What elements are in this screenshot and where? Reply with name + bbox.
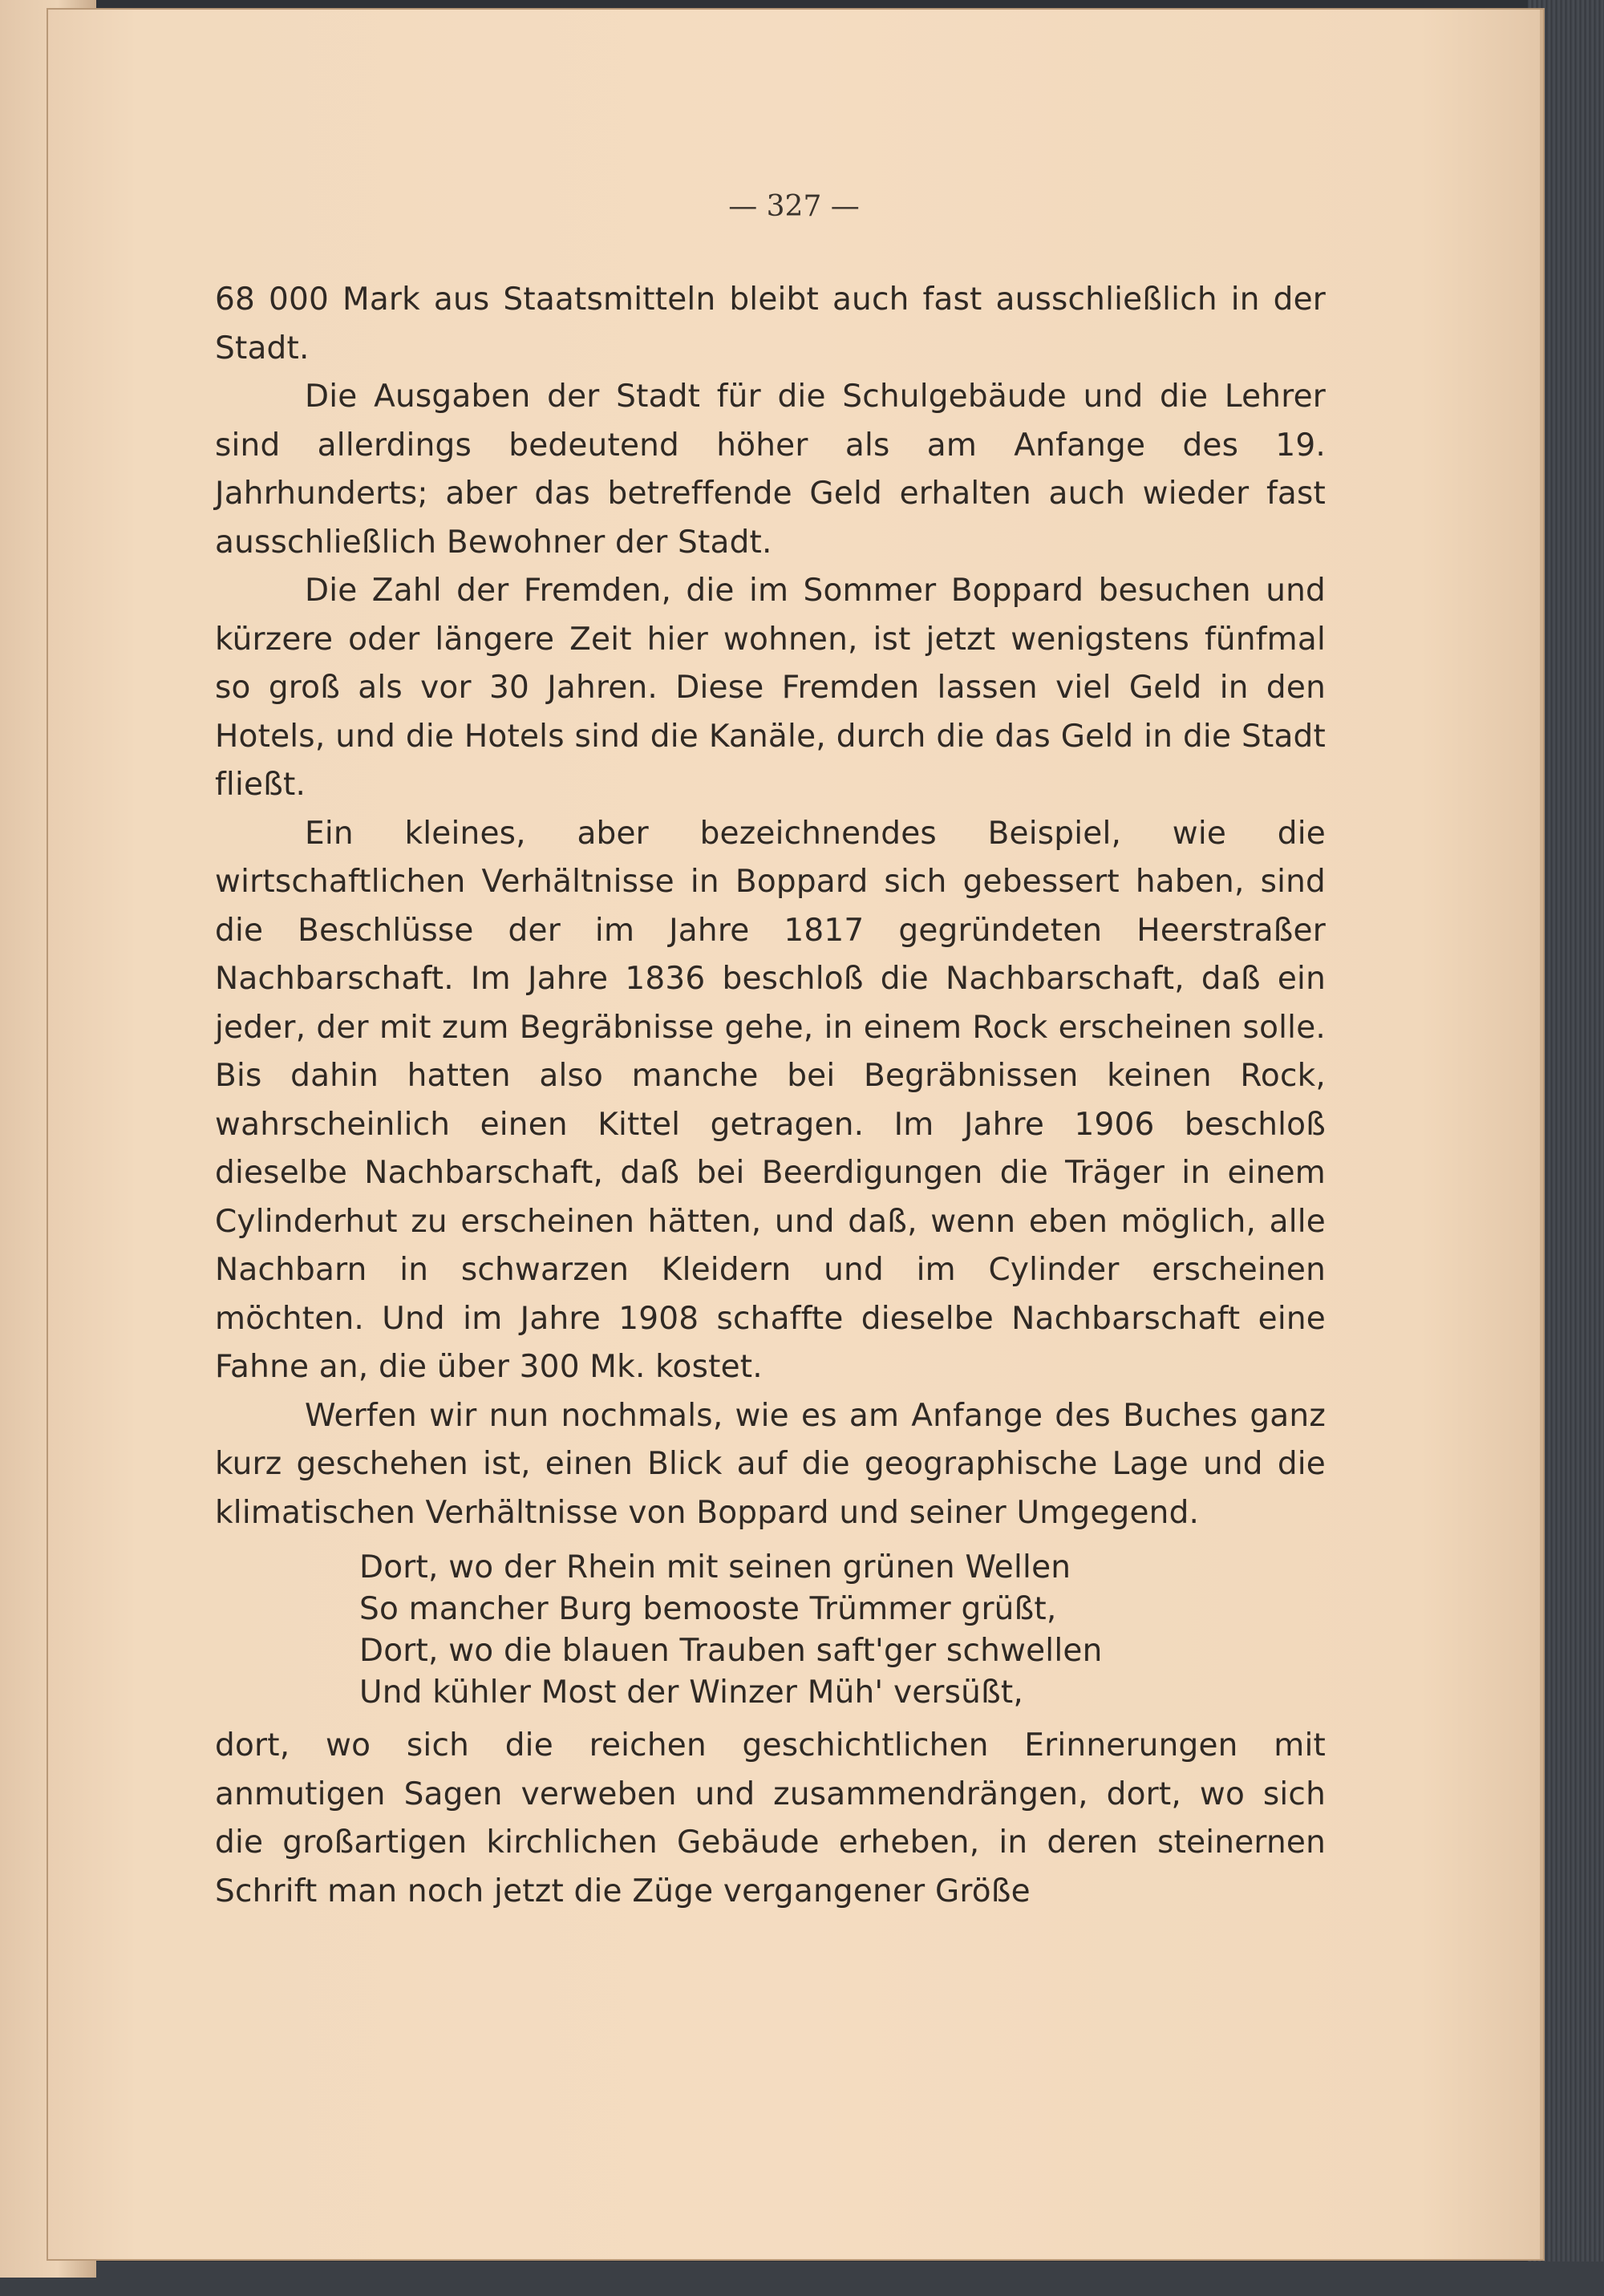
paragraph-3: Die Zahl der Fremden, die im Sommer Boppard besuchen und kürzere oder längere Zeit hier wohnen, ist jetzt wenigstens fünfmal so groß als vor 30 Jahren. Diese Fremden lassen viel Geld in den Hotels, und die Hotels sind die Kanäle, durch die das Geld in die Stadt fließt. — [215, 573, 1326, 803]
paragraph-2: Die Ausgaben der Stadt für die Schulgebäude und die Lehrer sind allerdings bedeutend höher als am Anfange des 19. Jahrhunderts; aber das betreffende Geld erhalten auch wieder fast ausschließlich Bewohner der Stadt. — [215, 379, 1326, 561]
closing-paragraph: dort, wo sich die reichen geschichtlichen Erinnerungen mit anmutigen Sagen verweben und zusammendrängen, dort, wo sich die großartigen kirchlichen Gebäude erheben, in deren steinernen Schrift man noch jetzt die Züge vergangener Größe — [215, 1727, 1326, 1909]
book-page — [48, 10, 1543, 2259]
verse-quote — [215, 1547, 1326, 1714]
verse-line-2: So mancher Burg bemooste Trümmer grüßt, — [359, 1591, 1057, 1627]
paragraph-5: Werfen wir nun nochmals, wie es am Anfange des Buches ganz kurz geschehen ist, einen Blick auf die geographische Lage und die klimatischen Verhältnisse von Boppard und seiner Umgegend. — [215, 1397, 1326, 1531]
verse-line-3: Dort, wo die blauen Trauben saft'ger schwellen — [359, 1633, 1103, 1669]
verse-line-1: Dort, wo der Rhein mit seinen grünen Wellen — [359, 1549, 1071, 1585]
book-cover-bottom — [0, 2262, 1604, 2296]
paragraph-1: 68 000 Mark aus Staatsmitteln bleibt auch fast ausschließlich in der Stadt. — [215, 281, 1326, 366]
paragraph-4: Ein kleines, aber bezeichnendes Beispiel, wie die wirtschaftlichen Verhältnisse in Boppard sich gebessert haben, sind die Beschlüsse der im Jahre 1817 gegründeten Heerstraßer Nachbarschaft. Im Jahre 1836 beschloß die Nachbarschaft, daß ein jeder, der mit zum Begräbnisse gehe, in einem Rock erscheinen solle. Bis dahin hatten also manche bei Begräbnissen keinen Rock, wahrscheinlich einen Kittel getragen. Im Jahre 1906 beschloß dieselbe Nachbarschaft, daß bei Beerdigungen die Träger in einem Cylinderhut zu erscheinen hätten, und daß, wenn eben möglich, alle Nachbarn in schwarzen Kleidern und im Cylinder erscheinen möchten. Und im Jahre 1908 schaffte dieselbe Nachbarschaft eine Fahne an, die über 300 Mk. kostet. — [215, 815, 1326, 1385]
page-text — [215, 276, 1326, 1916]
page-number: — 327 — — [728, 190, 860, 223]
verse-line-4: Und kühler Most der Winzer Müh' versüßt, — [359, 1674, 1023, 1711]
